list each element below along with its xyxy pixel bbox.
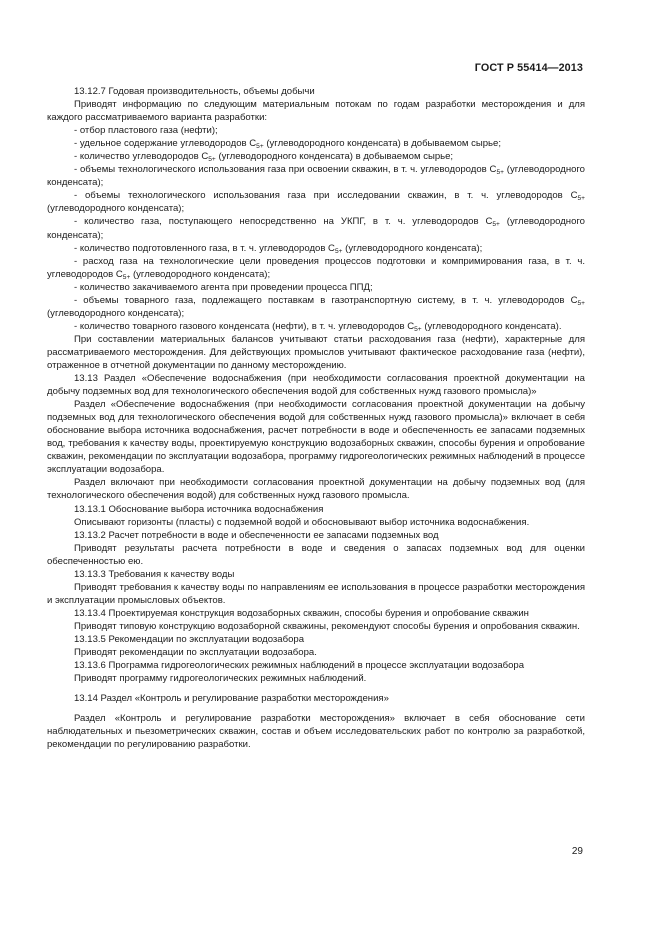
paragraph: Раздел «Контроль и регулирование разработки месторождения» включает в себя обоснование сети наблюдательных и пьезометрических скважин, состав и объем исследовательских работ по контролю за разработкой, рекомендации по регулированию разработки. [47,713,585,751]
paragraph: 13.12.7 Годовая производительность, объемы добычи [74,86,315,97]
paragraph: - количество закачиваемого агента при проведении процесса ППД; [74,281,373,293]
paragraph: - объемы технологического использования газа при освоении скважин, в т. ч. углеводородов $C_{5+}$ (углеводородного конденсата); [47,164,585,189]
paragraph: - отбор пластового газа (нефти); [74,125,218,137]
paragraph: - удельное содержание углеводородов $C_{5+}$ (углеводородного конденсата) в добываемом сырье; [74,138,501,151]
page-number: 29 [571,846,583,857]
paragraph: - количество товарного газового конденсата (нефти), в т. ч. углеводородов $C_{5+}$ (углеводородного конденсата). [74,320,562,333]
paragraph: 13.13.2 Расчет потребности в воде и обеспеченности ее запасами подземных вод [74,529,439,541]
paragraph: 13.13.6 Программа гидрогеологических режимных наблюдений в процессе эксплуатации водозабора [74,660,525,672]
paragraph: - объемы технологического использования газа при исследовании скважин, в т. ч. углеводородов $C_{5+}$ (углеводородного конденсата); [47,190,585,215]
paragraph: 13.13.3 Требования к качеству воды [74,568,235,580]
paragraph: Приводят рекомендации по эксплуатации водозабора. [74,647,317,659]
paragraph: Описывают горизонты (пласты) с подземной водой и обосновывают выбор источника водоснабжения. [74,516,530,528]
paragraph: Приводят информацию по следующим материальным потокам по годам разработки месторождения и для каждого рассматриваемого варианта разработки: [47,99,585,124]
paragraph: Раздел включают при необходимости согласования проектной документации на добычу подземных вод (для технологического обеспечения водой) для собственных нужд газового промысла. [47,477,585,502]
paragraph: - объемы товарного газа, подлежащего поставкам в газотранспортную систему, в т. ч. углеводородов $C_{5+}$ (углеводородного конденсата); [47,294,585,319]
paragraph: - количество подготовленного газа, в т. ч. углеводородов $C_{5+}$ (углеводородного конденсата); [74,242,483,255]
paragraph: Приводят результаты расчета потребности в воде и сведения о запасах подземных вод для оценки обеспеченностью ею. [47,542,585,567]
paragraph: Приводят требования к качеству воды по направлениям ее использования в процессе разработки месторождения и эксплуатации промысловых объектов. [47,581,585,606]
paragraph: 13.13 Раздел «Обеспечение водоснабжения (при необходимости согласования проектной документации на добычу подземных вод для технологического обеспечения водой для собственных нужд газового промысла)» [47,373,585,398]
paragraph: - расход газа на технологические цели проведения процессов подготовки и компримирования газа, в т. ч. углеводородов $C_{5+}$ (углеводородного конденсата); [47,255,585,281]
paragraph: 13.13.4 Проектируемая конструкция водозаборных скважин, способы бурения и опробование скважин [74,607,529,619]
paragraph: При составлении материальных балансов учитывают статьи расходования газа (нефти), характерные для рассматриваемого месторождения. Для действующих промыслов учитывают фактическое расходование газа (нефти), отраженное в отчетной документации по данному месторождению. [47,333,585,371]
paragraph: Приводят программу гидрогеологических режимных наблюдений. [74,673,367,685]
standard-code-header: ГОСТ Р 55414—2013 [474,62,583,74]
paragraph: Приводят типовую конструкцию водозаборной скважины, рекомендуют способы бурения и опробования скважин. [74,620,580,632]
paragraph: Раздел «Обеспечение водоснабжения (при необходимости согласования проектной документации на добычу подземных вод для технологического обеспечения водой для собственных нужд газового промысла)» включает в себя обоснование выбора источника водоснабжения, расчет потребности в воде и обеспеченность ее запасами подземных вод, требования к качеству воды, проектируемую конструкцию водозаборных скважин, способы бурения и опробование скважин, рекомендации по эксплуатации водозабора, программу гидрогеологических режимных наблюдений в процессе эксплуатации водозабора. [47,399,585,476]
paragraph: 13.14 Раздел «Контроль и регулирование разработки месторождения» [74,693,389,705]
document-body [47,85,585,751]
paragraph: 13.13.5 Рекомендации по эксплуатации водозабора [74,633,305,645]
paragraph: 13.13.1 Обоснование выбора источника водоснабжения [74,503,324,515]
paragraph: - количество газа, поступающего непосредственно на УКПГ, в т. ч. углеводородов $C_{5+}$ (углеводородного конденсата); [47,216,585,241]
paragraph: - количество углеводородов $C_{5+}$ (углеводородного конденсата) в добываемом сырье; [74,151,454,164]
